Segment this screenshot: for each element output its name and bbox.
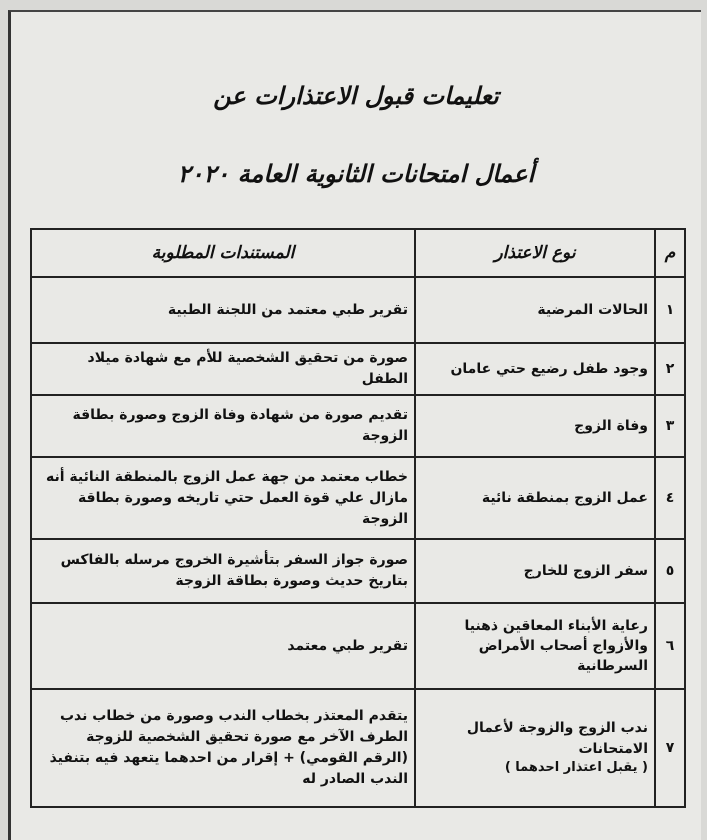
table-row [31,457,685,539]
row-number: ٣ [655,395,685,457]
row-documents: تقرير طبي معتمد من اللجنة الطبية [31,277,415,343]
row-excuse-type: الحالات المرضية [415,277,655,343]
row-number: ٦ [655,603,685,689]
row-excuse-type: رعاية الأبناء المعاقين ذهنيا والأزواج أصحاب الأمراض السرطانية [415,603,655,689]
table-header-row [31,229,685,277]
header-number: م [655,229,685,277]
table-row [31,689,685,807]
row-excuse-type: وفاة الزوج [415,395,655,457]
row-number: ٥ [655,539,685,603]
table-row [31,277,685,343]
table-row [31,603,685,689]
row-documents: خطاب معتمد من جهة عمل الزوج بالمنطقة النائية أنه مازال علي قوة العمل حتي تاريخه وصورة بطاقة الزوجة [31,457,415,539]
table-row [31,539,685,603]
table-row [31,395,685,457]
row-excuse-type: سفر الزوج للخارج [415,539,655,603]
row-number: ٧ [655,689,685,807]
row-documents: صورة من تحقيق الشخصية للأم مع شهادة ميلاد الطفل [31,343,415,395]
header-excuse-type: نوع الاعتذار [415,229,655,277]
row-excuse-type: ندب الزوج والزوجة لأعمال الامتحانات [466,720,648,757]
row-excuse-type-cell [415,689,655,807]
row-documents: تقرير طبي معتمد [31,603,415,689]
row-excuse-type: عمل الزوج بمنطقة نائية [415,457,655,539]
row-excuse-note: ( يقبل اعتذار احدهما ) [504,759,648,775]
row-documents: صورة جواز السفر بتأشيرة الخروج مرسله بالفاكس بتاريخ حديث وصورة بطاقة الزوجة [31,539,415,603]
row-number: ١ [655,277,685,343]
document-subtitle: أعمال امتحانات الثانوية العامة ٢٠٢٠ [177,160,535,188]
row-number: ٢ [655,343,685,395]
table-row [31,343,685,395]
row-documents: تقديم صورة من شهادة وفاة الزوج وصورة بطاقة الزوجة [31,395,415,457]
row-number: ٤ [655,457,685,539]
row-excuse-type: وجود طفل رضيع حتي عامان [415,343,655,395]
document-title: تعليمات قبول الاعتذارات عن [213,82,499,110]
row-documents: يتقدم المعتذر بخطاب الندب وصورة من خطاب ندب الطرف الآخر مع صورة تحقيق الشخصية للزوجة (الرقم القومي) + إقرار من احدهما يتعهد فيه بتنفيذ الندب الصادر له [31,689,415,807]
header-required-documents: المستندات المطلوبة [31,229,415,277]
excuses-table [30,228,686,808]
